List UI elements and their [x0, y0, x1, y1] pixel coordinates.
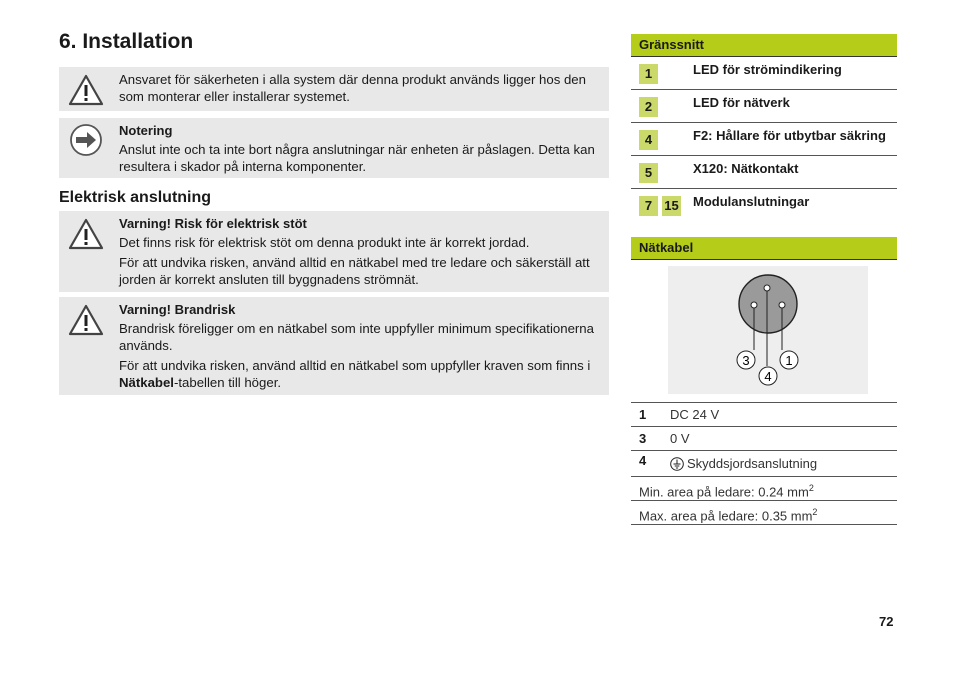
- interface-label: F2: Hållare för utbytbar säkring: [693, 128, 886, 143]
- connector-pinout-illustration: [668, 266, 868, 394]
- table-row: [631, 123, 897, 156]
- interface-badge: 1: [639, 64, 658, 84]
- safety-notice-text: Ansvaret för säkerheten i alla system där denna produkt används ligger hos den som monterar eller installerar systemet.: [119, 72, 586, 104]
- page-number: 72: [879, 614, 894, 629]
- pin-number: 4: [639, 453, 647, 468]
- shock-warning-text-2: För att undvika risken, använd alltid en nätkabel med tre ledare och säkerställ att jorden är korrekt ansluten till byggnadens strömnät.: [119, 255, 590, 287]
- pin-value: Skyddsjordsanslutning: [687, 456, 818, 471]
- shock-warning-heading: Varning! Risk för elektrisk stöt: [119, 216, 307, 231]
- table-row: [631, 90, 897, 123]
- interface-label: LED för strömindikering: [693, 62, 842, 77]
- protective-earth-icon: [670, 457, 684, 471]
- interface-badge: 7: [639, 196, 658, 216]
- shock-warning-text-1: Det finns risk för elektrisk stöt om denna produkt inte är korrekt jordad.: [119, 235, 530, 250]
- max-area-text: Max. area på ledare: 0.35 $mm^2$: [639, 507, 818, 524]
- pin-value: DC 24 V: [670, 407, 720, 422]
- arrow-right-circle-icon: [68, 123, 104, 157]
- table-row: [631, 501, 897, 525]
- min-area-text: Min. area på ledare: 0.24 $mm^2$: [639, 483, 814, 500]
- table-row: [631, 403, 897, 427]
- interface-label: LED för nätverk: [693, 95, 790, 110]
- power-cable-heading: Nätkabel: [631, 237, 897, 260]
- cable-table-reference: Nätkabel: [119, 375, 174, 390]
- pin-number: 3: [639, 431, 647, 446]
- warning-triangle-icon: [68, 303, 104, 337]
- interface-label: Modulanslutningar: [693, 194, 810, 209]
- fire-warning-text-2: För att undvika risken, använd alltid en nätkabel som uppfyller kraven som finns i Nätkabel-tabellen till höger.: [119, 358, 591, 390]
- pin-label: 1: [785, 353, 793, 368]
- interface-label: X120: Nätkontakt: [693, 161, 799, 176]
- page-title: 6. Installation: [59, 30, 194, 53]
- connector-diagram: [668, 266, 868, 394]
- table-row: [631, 427, 897, 451]
- pin-label: 4: [764, 369, 772, 384]
- pin-label: 3: [742, 353, 750, 368]
- power-cable-section: [631, 237, 897, 260]
- interface-badge: 15: [662, 196, 681, 216]
- table-row: [631, 189, 897, 221]
- cable-connection-table: [631, 402, 897, 525]
- note-heading: Notering: [119, 123, 173, 138]
- warning-triangle-icon: [68, 73, 104, 107]
- note-text: Anslut inte och ta inte bort några anslutningar när enheten är påslagen. Detta kan resultera i skador på interna komponenter.: [119, 142, 595, 174]
- table-row: [631, 57, 897, 90]
- table-row: [631, 451, 897, 477]
- shock-warning: [59, 211, 609, 292]
- interfaces-heading: Gränssnitt: [631, 34, 897, 57]
- fire-warning-text-1: Brandrisk föreligger om en nätkabel som inte uppfyller minimum specifikationerna används.: [119, 321, 594, 353]
- fire-warning: [59, 297, 609, 395]
- interface-badge: 2: [639, 97, 658, 117]
- table-row: [631, 477, 897, 501]
- fire-warning-heading: Varning! Brandrisk: [119, 302, 236, 317]
- interface-badge: 4: [639, 130, 658, 150]
- pin-value: 0 V: [670, 431, 690, 446]
- pin-number: 1: [639, 407, 647, 422]
- safety-notice: [59, 67, 609, 111]
- section-heading: Elektrisk anslutning: [59, 189, 212, 206]
- note-notice: [59, 118, 609, 178]
- warning-triangle-icon: [68, 217, 104, 251]
- interfaces-table: [631, 34, 897, 221]
- table-row: [631, 156, 897, 189]
- interface-badge: 5: [639, 163, 658, 183]
